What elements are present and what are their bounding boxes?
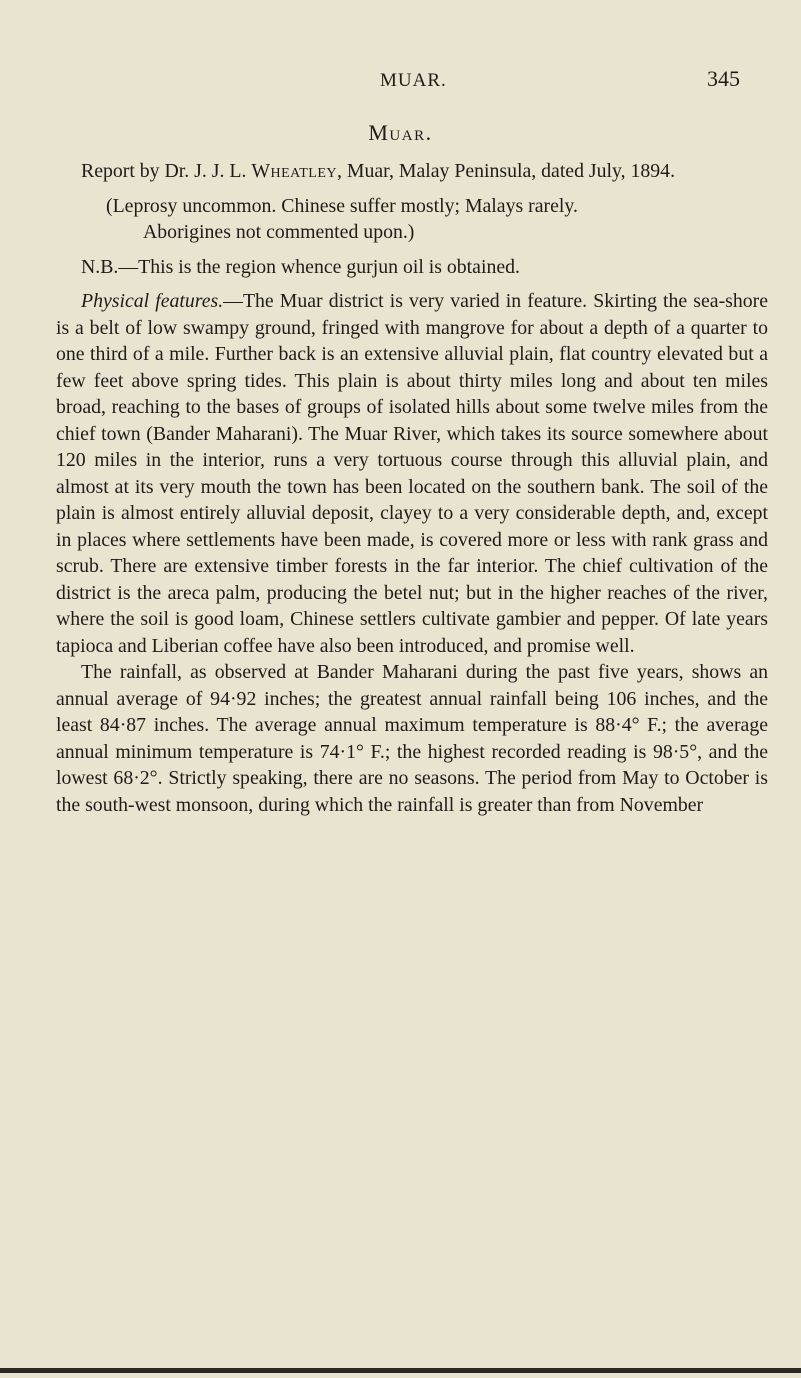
- report-suffix: , Muar, Malay Peninsula, dated July, 1894.: [337, 160, 676, 182]
- report-author: Wheatley: [251, 160, 338, 182]
- report-prefix: Report by Dr. J. J. L.: [81, 160, 252, 182]
- leprosy-note: [56, 193, 768, 246]
- report-paragraph: [56, 158, 768, 185]
- body-text: [56, 158, 768, 818]
- physical-features-label: Physical features.: [81, 290, 224, 312]
- physical-features-text: —The Muar district is very varied in feature. Skirting the sea-shore is a belt of low swampy ground, fringed with mangrove for about a depth of a quarter to one third of a mile. Further back is an extensive alluvial plain, flat country elevated but a few feet above spring tides. This plain is about thirty miles long and about ten miles broad, reaching to the bases of groups of isolated hills about some twelve miles from the chief town (Bander Maharani). The Muar River, which takes its source somewhere about 120 miles in the interior, runs a very tortuous course through this alluvial plain, and almost at its very mouth the town has been located on the southern bank. The soil of the plain is almost entirely alluvial deposit, clayey to a very considerable depth, and, except in places where settlements have been made, is covered more or less with rank grass and scrub. There are extensive timber forests in the far interior. The chief cultivation of the district is the areca palm, producing the betel nut; but in the higher reaches of the river, where the soil is good loam, Chinese settlers cultivate gambier and pepper. Of late years tapioca and Liberian coffee have also been introduced, and promise well.: [56, 290, 768, 657]
- rainfall-paragraph: The rainfall, as observed at Bander Maharani during the past five years, shows an annual average of 94·92 inches; the greatest annual rainfall being 106 inches, and the least 84·87 inches. The average annual maximum temperature is 88·4° F.; the average annual minimum temperature is 74·1° F.; the highest recorded reading is 98·5°, and the lowest 68·2°. Strictly speaking, there are no seasons. The period from May to October is the south-west monsoon, during which the rainfall is greater than from November: [56, 661, 768, 816]
- note-line-2: Aborigines not commented upon.): [143, 221, 415, 243]
- note-line-1: (Leprosy uncommon. Chinese suffer mostly; Malays rarely.: [106, 194, 578, 217]
- bottom-rule: [0, 1368, 801, 1373]
- section-heading: Muar.: [368, 120, 433, 145]
- page-number: 345: [707, 66, 740, 91]
- physical-features-paragraph: [56, 288, 768, 659]
- nb-paragraph: N.B.—This is the region whence gurjun oil is obtained.: [81, 255, 520, 278]
- running-head: MUAR.: [380, 70, 447, 91]
